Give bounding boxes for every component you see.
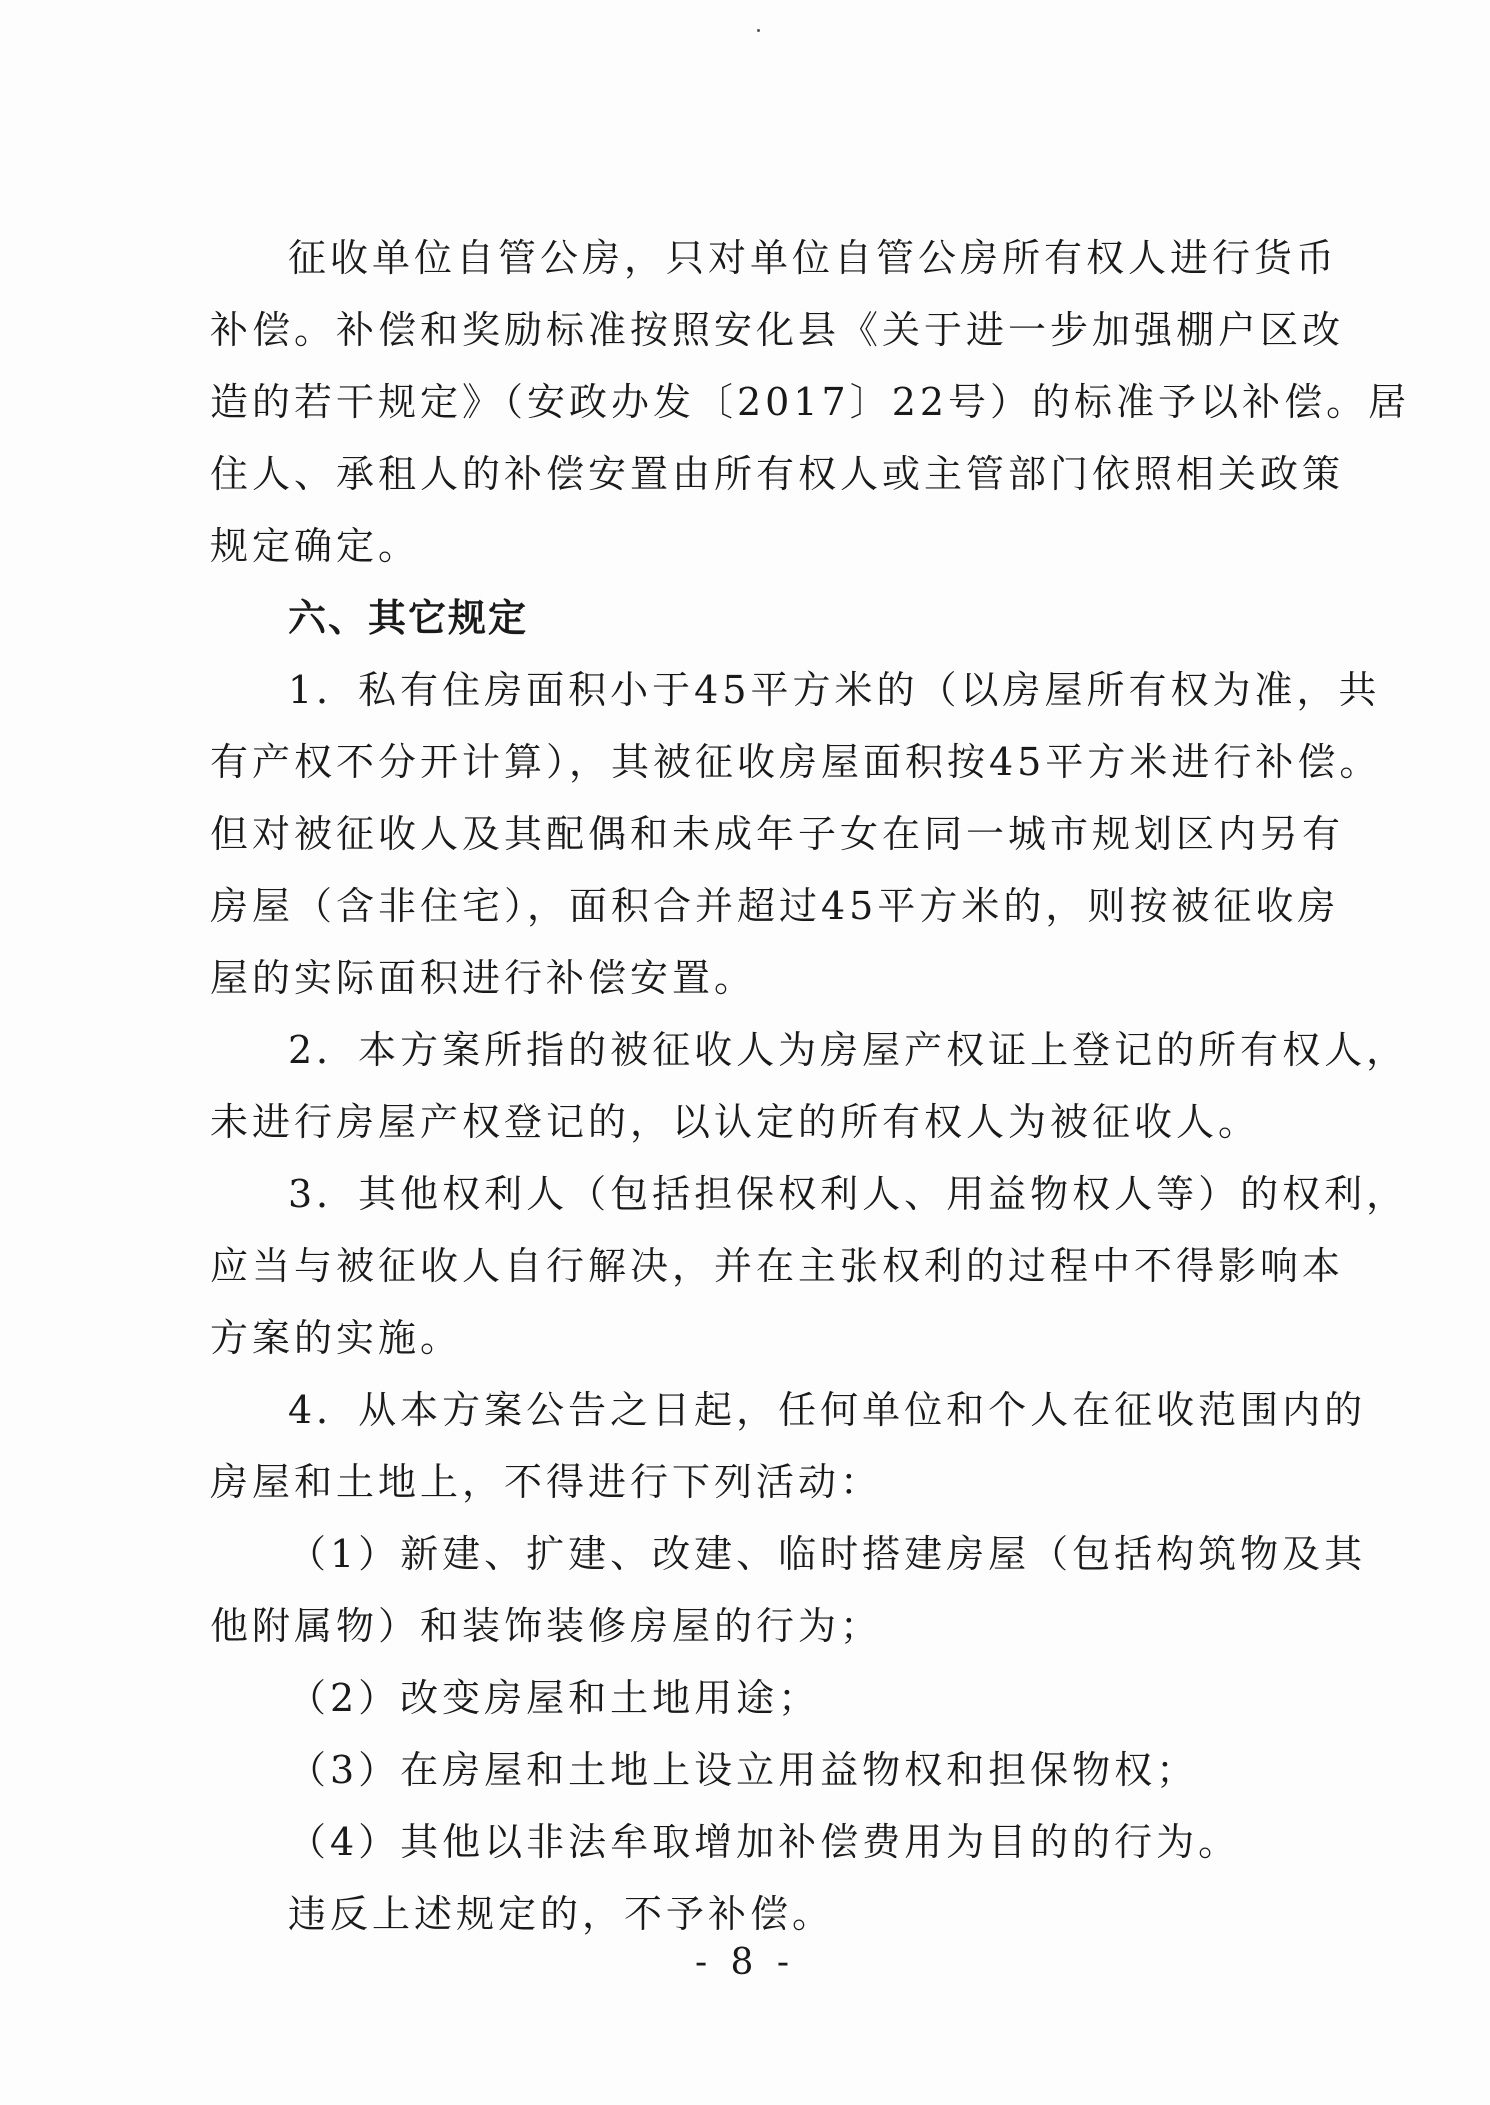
- list-item-line: （2）改变房屋和土地用途；: [288, 1676, 821, 1720]
- list-item-line: （4）其他以非法牟取增加补偿费用为目的的行为。: [288, 1820, 1241, 1864]
- paragraph-line: 补偿。补偿和奖励标准按照安化县《关于进一步加强棚户区改: [210, 308, 1345, 352]
- paragraph-line: 4．从本方案公告之日起，任何单位和个人在征收范围内的: [288, 1388, 1367, 1432]
- paragraph-line: 违反上述规定的，不予补偿。: [288, 1892, 835, 1936]
- paragraph-line: 1．私有住房面积小于45平方米的（以房屋所有权为准，共: [288, 668, 1381, 712]
- paragraph-line: 房屋和土地上，不得进行下列活动：: [210, 1460, 883, 1504]
- paragraph-line: 房屋（含非住宅），面积合并超过45平方米的，则按被征收房: [210, 884, 1340, 928]
- paragraph-line: 但对被征收人及其配偶和未成年子女在同一城市规划区内另有: [210, 812, 1345, 856]
- paragraph-line: 造的若干规定》（安政办发〔2017〕22号）的标准予以补偿。居: [210, 380, 1411, 424]
- paragraph-line: 有产权不分开计算），其被征收房屋面积按45平方米进行补偿。: [210, 740, 1382, 784]
- paragraph-line: 3．其他权利人（包括担保权利人、用益物权人等）的权利，: [288, 1172, 1409, 1216]
- paragraph-line: 方案的实施。: [210, 1316, 463, 1360]
- paragraph-line: 征收单位自管公房，只对单位自管公房所有权人进行货币: [288, 236, 1339, 280]
- document-body: [210, 222, 1411, 1950]
- paragraph-line: 规定确定。: [210, 524, 421, 568]
- paragraph-line: 屋的实际面积进行补偿安置。: [210, 956, 757, 1000]
- paragraph-line: 住人、承租人的补偿安置由所有权人或主管部门依照相关政策: [210, 452, 1345, 496]
- paragraph-line: 2．本方案所指的被征收人为房屋产权证上登记的所有权人，: [288, 1028, 1409, 1072]
- list-item-line: （1）新建、扩建、改建、临时搭建房屋（包括构筑物及其: [288, 1532, 1367, 1576]
- paragraph-line: 未进行房屋产权登记的，以认定的所有权人为被征收人。: [210, 1100, 1261, 1144]
- page-number: - 8 -: [694, 1942, 796, 1983]
- list-item-line: 他附属物）和装饰装修房屋的行为；: [210, 1604, 883, 1648]
- paragraph-line: 应当与被征收人自行解决，并在主张权利的过程中不得影响本: [210, 1244, 1345, 1288]
- section-heading: 六、其它规定: [288, 596, 529, 640]
- scan-mark: [757, 29, 760, 32]
- list-item-line: （3）在房屋和土地上设立用益物权和担保物权；: [288, 1748, 1199, 1792]
